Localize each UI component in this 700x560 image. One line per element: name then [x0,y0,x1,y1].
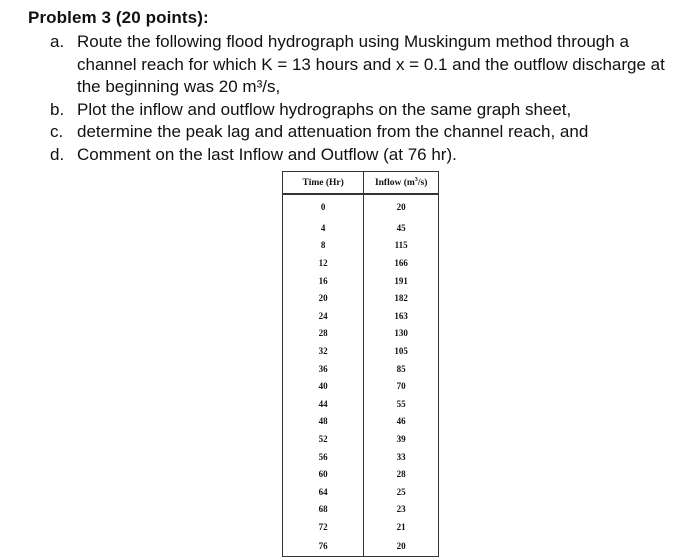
item-text: Comment on the last Inflow and Outflow (at 76 hr). [77,144,457,164]
table-row [283,501,439,519]
cell-inflow: 45 [364,219,439,237]
cell-inflow: 33 [364,448,439,466]
table-row [283,254,439,272]
problem-item-a [50,31,690,99]
table-row [283,377,439,395]
cell-time: 0 [283,194,364,219]
table-row [283,465,439,483]
cell-time: 36 [283,360,364,378]
cell-inflow: 130 [364,325,439,343]
table-row [283,536,439,557]
cell-inflow: 85 [364,360,439,378]
cell-time: 12 [283,254,364,272]
header-inflow-suffix: /s) [417,177,428,188]
header-inflow-prefix: Inflow (m [374,177,415,188]
cell-time: 8 [283,237,364,255]
cell-inflow: 70 [364,377,439,395]
item-text: determine the peak lag and attenuation from the channel reach, and [77,122,589,141]
cell-time: 64 [283,483,364,501]
table-row [283,307,439,325]
cell-time: 28 [283,325,364,343]
cell-inflow: 105 [364,342,439,360]
table-row [283,448,439,466]
cell-inflow: 166 [364,254,439,272]
table-row [283,518,439,536]
cell-inflow: 25 [364,483,439,501]
cell-time: 56 [283,448,364,466]
cell-inflow: 46 [364,413,439,431]
table-row [283,342,439,360]
cell-time: 48 [283,413,364,431]
cell-inflow: 28 [364,465,439,483]
cell-inflow: 163 [364,307,439,325]
table-row [283,289,439,307]
cell-inflow: 115 [364,237,439,255]
cell-time: 32 [283,342,364,360]
inflow-table-container [282,171,439,553]
cell-time: 68 [283,501,364,519]
table-row [283,413,439,431]
cell-time: 16 [283,272,364,290]
table-row [283,272,439,290]
cell-inflow: 182 [364,289,439,307]
cell-time: 40 [283,377,364,395]
item-text: Plot the inflow and outflow hydrographs on the same graph sheet, [77,99,572,119]
cell-inflow: 23 [364,501,439,519]
item-text [77,31,690,99]
cell-time: 20 [283,289,364,307]
item-text-line: channel reach for which K = 13 hours and x = 0.1 and the outflow discharge at [77,54,665,74]
problem-item-d [50,144,690,167]
table-row [283,219,439,237]
cell-time: 4 [283,219,364,237]
problem-item-b [50,99,690,122]
cell-time: 60 [283,465,364,483]
cell-time: 76 [283,536,364,557]
item-text-line: Route the following flood hydrograph using Muskingum method through a [77,32,629,51]
cell-time: 44 [283,395,364,413]
table-row [283,194,439,219]
table-row [283,325,439,343]
problem-item-c [50,121,690,144]
cell-time: 52 [283,430,364,448]
cell-inflow: 20 [364,536,439,557]
header-inflow [364,172,439,195]
item-letter: b. [50,99,65,119]
problem-title: Problem 3 (20 points): [28,8,209,27]
table-row [283,360,439,378]
cell-inflow: 39 [364,430,439,448]
cell-inflow: 191 [364,272,439,290]
item-letter: d. [50,144,65,164]
cell-inflow: 55 [364,395,439,413]
item-text-line: the beginning was 20 m³/s, [77,77,281,96]
header-time: Time (Hr) [283,172,364,195]
cell-inflow: 21 [364,518,439,536]
table-row [283,430,439,448]
table-row [283,237,439,255]
cell-time: 72 [283,518,364,536]
problem-items [50,31,690,166]
table-header-row [283,172,439,195]
header-inflow-sup: 3 [414,176,418,183]
item-letter: c. [50,122,64,141]
table-body [283,194,439,556]
table-row [283,395,439,413]
cell-time: 24 [283,307,364,325]
table-row [283,483,439,501]
item-letter: a. [50,32,65,51]
inflow-hydrograph-table [282,171,439,557]
cell-inflow: 20 [364,194,439,219]
